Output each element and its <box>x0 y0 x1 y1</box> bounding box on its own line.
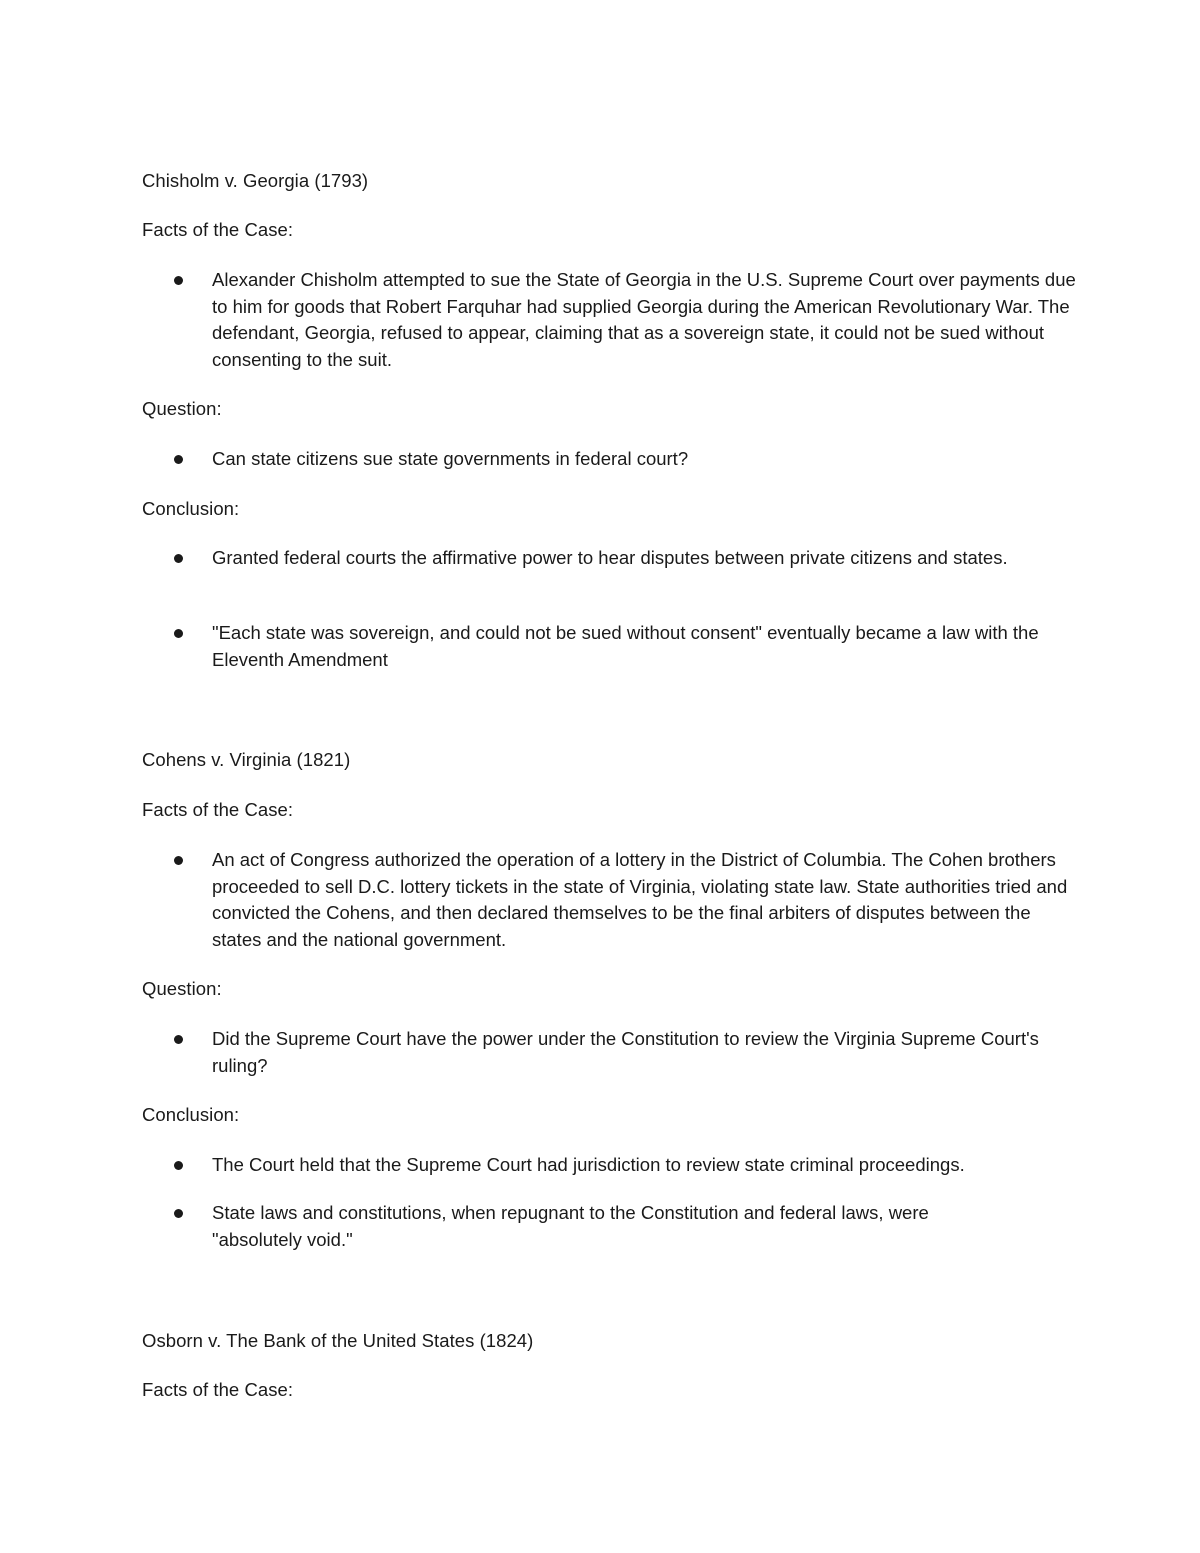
question-item: Can state citizens sue state governments in federal court? <box>212 448 689 469</box>
case-title: Cohens v. Virginia (1821) <box>142 749 351 770</box>
question-heading: Question: <box>142 978 222 999</box>
conclusion-item: State laws and constitutions, when repugnant to the Constitution and federal laws, were "absolutely void." <box>212 1202 929 1250</box>
bullet-icon <box>174 1035 183 1044</box>
case-title: Osborn v. The Bank of the United States (1824) <box>142 1330 534 1351</box>
bullet-icon <box>174 856 183 865</box>
question-heading: Question: <box>142 398 222 419</box>
bullet-icon <box>174 1161 183 1170</box>
bullet-icon <box>174 629 183 638</box>
facts-heading: Facts of the Case: <box>142 219 294 240</box>
facts-heading: Facts of the Case: <box>142 1379 294 1400</box>
facts-paragraph: An act of Congress authorized the operation of a lottery in the District of Columbia. The Cohen brothers proceeded to sell D.C. lottery tickets in the state of Virginia, violating state law. State authorities tried and convicted the Cohens, and then declared themselves to be the final arbiters of disputes between the states and the national government. <box>212 849 1068 950</box>
bullet-icon <box>174 554 183 563</box>
question-item: Did the Supreme Court have the power under the Constitution to review the Virginia Supreme Court's ruling? <box>212 1028 1039 1076</box>
facts-heading: Facts of the Case: <box>142 799 294 820</box>
bullet-icon <box>174 455 183 464</box>
conclusion-item: The Court held that the Supreme Court had jurisdiction to review state criminal proceedings. <box>212 1154 965 1175</box>
conclusion-heading: Conclusion: <box>142 1104 240 1125</box>
conclusion-item: "Each state was sovereign, and could not be sued without consent" eventually became a law with the Eleventh Amendment <box>212 622 1039 670</box>
conclusion-item: Granted federal courts the affirmative power to hear disputes between private citizens and states. <box>212 547 1008 568</box>
bullet-icon <box>174 1209 183 1218</box>
facts-paragraph: Alexander Chisholm attempted to sue the State of Georgia in the U.S. Supreme Court over payments due to him for goods that Robert Farquhar had supplied Georgia during the American Revolutionary War. The defendant, Georgia, refused to appear, claiming that as a sovereign state, it could not be sued without consenting to the suit. <box>212 269 1076 370</box>
case-title: Chisholm v. Georgia (1793) <box>142 170 369 191</box>
bullet-icon <box>174 276 183 285</box>
conclusion-heading: Conclusion: <box>142 498 240 519</box>
